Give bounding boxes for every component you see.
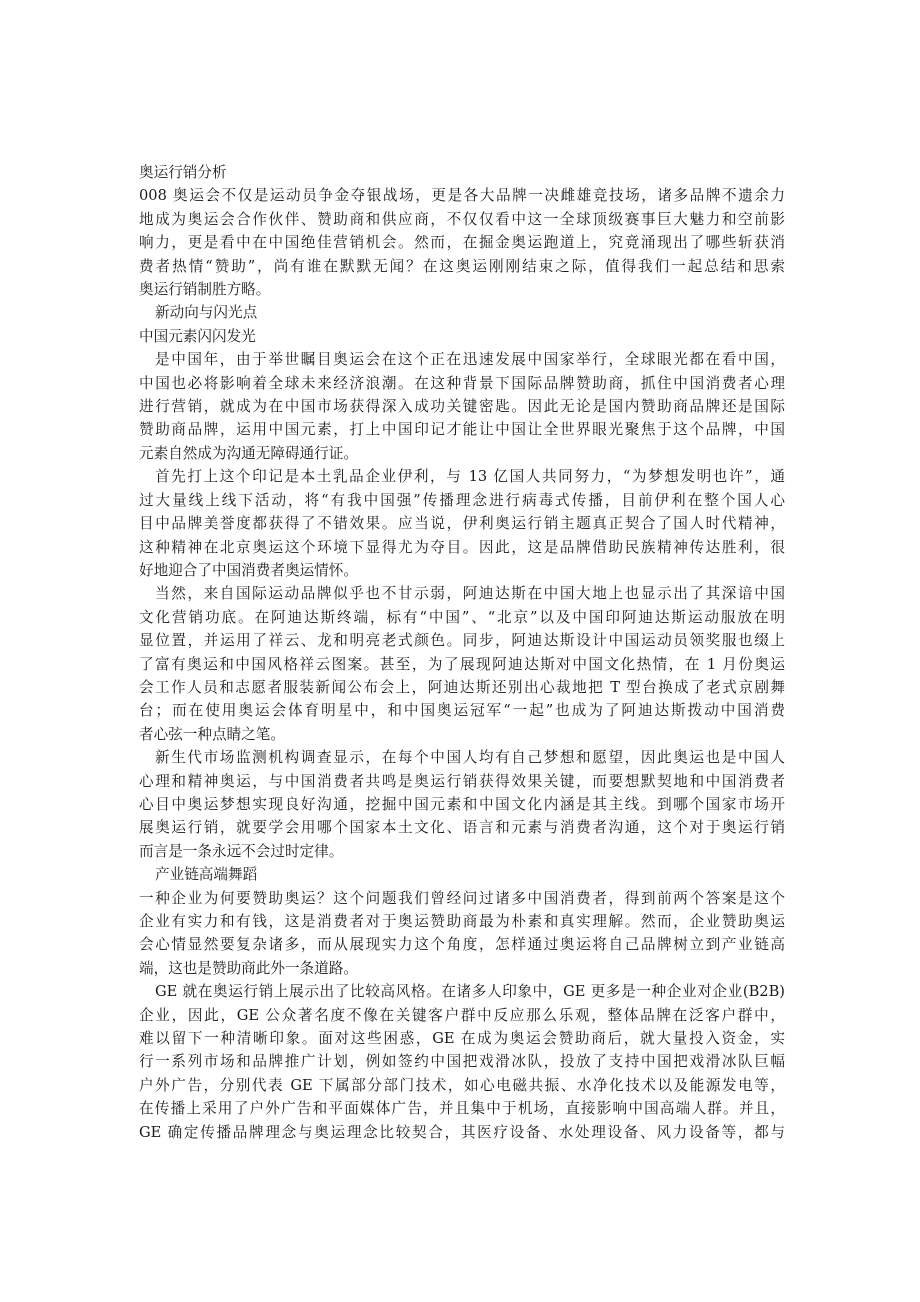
text-line: 展奥运行销，就要学会用哪个国家本土文化、语言和元素与消费者沟通，这个对于奥运行销 bbox=[139, 819, 785, 837]
text-line: 过大量线上线下活动，将“有我中国强”传播理念进行病毒式传播，目前伊利在整个国人心 bbox=[139, 491, 785, 509]
text-line: 地成为奥运会合作伙伴、赞助商和供应商，不仅仅看中这一全球顶级赛事巨大魅力和空前影 bbox=[139, 210, 785, 228]
text-line: 显位置，并运用了祥云、龙和明亮老式颜色。同步，阿迪达斯设计中国运动员领奖服也缀上 bbox=[139, 632, 785, 650]
text-line: 目中品牌美誉度都获得了不错效果。应当说，伊利奥运行销主题真正契合了国人时代精神， bbox=[139, 515, 785, 533]
text-line: 奥运行销制胜方略。 bbox=[139, 281, 271, 299]
text-line: 而言是一条永远不会过时定律。 bbox=[139, 842, 344, 860]
text-line: 一种企业为何要赞助奥运？这个问题我们曾经问过诸多中国消费者，得到前两个答案是这个 bbox=[139, 889, 785, 907]
text-line: 端，这也是赞助商此外一条道路。 bbox=[139, 959, 358, 977]
document-title: 奥运行销分析 bbox=[139, 164, 227, 181]
text-line: 当然，来自国际运动品牌似乎也不甘示弱，阿迪达斯在中国大地上也显示出了其深谙中国 bbox=[155, 585, 785, 603]
text-line: 心目中奥运梦想实现良好沟通，挖掘中国元素和中国文化内涵是其主线。到哪个国家市场开 bbox=[139, 795, 785, 813]
text-line: 产业链高端舞蹈 bbox=[155, 866, 258, 884]
text-line: 心理和精神奥运，与中国消费者共鸣是奥运行销获得效果关键，而要想默契地和中国消费者 bbox=[139, 772, 785, 790]
text-line: 新动向与闪光点 bbox=[155, 304, 258, 322]
text-line: 首先打上这个印记是本土乳品企业伊利，与 13 亿国人共同努力，“为梦想发明也许”，通 bbox=[155, 468, 785, 486]
text-line: 者心弦一种点睛之笔。 bbox=[139, 725, 285, 743]
text-line: GE 就在奥运行销上展示出了比较高风格。在诸多人印象中，GE 更多是一种企业对企业(B2B) bbox=[155, 983, 785, 1001]
text-line: 费者热情“赞助”，尚有谁在默默无闻？在这奥运刚刚结束之际，值得我们一起总结和思索 bbox=[139, 257, 785, 275]
text-line: 中国元素闪闪发光 bbox=[139, 327, 256, 345]
text-line: 是中国年，由于举世瞩目奥运会在这个正在迅速发展中国家举行，全球眼光都在看中国， bbox=[155, 351, 785, 369]
text-line: 好地迎合了中国消费者奥运情怀。 bbox=[139, 561, 358, 579]
text-line: 文化营销功底。在阿迪达斯终端，标有“中国”、“北京”以及中国印阿迪达斯运动服放在明 bbox=[139, 608, 785, 626]
text-line: 企业，因此，GE 公众著名度不像在关键客户群中反应那么乐观，整体品牌在泛客户群中， bbox=[139, 1006, 785, 1024]
text-line: 在传播上采用了户外广告和平面媒体广告，并且集中于机场，直接影响中国高端人群。并且， bbox=[139, 1100, 785, 1118]
text-line: 响力，更是看中在中国绝佳营销机会。然而，在掘金奥运跑道上，究竟涌现出了哪些斩获消 bbox=[139, 234, 785, 252]
document-body bbox=[139, 161, 785, 1144]
text-line: 新生代市场监测机构调查显示，在每个中国人均有自己梦想和愿望，因此奥运也是中国人 bbox=[155, 749, 785, 767]
text-line: 难以留下一种清晰印象。面对这些困惑，GE 在成为奥运会赞助商后，就大量投入资金，实 bbox=[139, 1030, 785, 1048]
text-line: 会心情显然要复杂诸多，而从展现实力这个角度，怎样通过奥运将自己品牌树立到产业链高 bbox=[139, 936, 785, 954]
text-line: 企业有实力和有钱，这是消费者对于奥运赞助商最为朴素和真实理解。然而，企业赞助奥运 bbox=[139, 913, 785, 930]
text-line: 户外广告，分别代表 GE 下属部分部门技术，如心电磁共振、水净化技术以及能源发电等， bbox=[139, 1076, 785, 1094]
text-line: 会工作人员和志愿者服装新闻公布会上，阿迪达斯还别出心裁地把 T 型台换成了老式京剧舞 bbox=[139, 678, 785, 696]
text-line: 元素自然成为沟通无障碍通行证。 bbox=[139, 444, 358, 462]
text-line: 了富有奥运和中国风格祥云图案。甚至，为了展现阿迪达斯对中国文化热情，在 1 月份奥运 bbox=[139, 655, 785, 673]
text-line: 台；而在使用奥运会体育明星中，和中国奥运冠军“一起”也成为了阿迪达斯拨动中国消费 bbox=[139, 702, 785, 720]
text-line: 中国也必将影响着全球未来经济浪潮。在这种背景下国际品牌赞助商，抓住中国消费者心理 bbox=[139, 374, 785, 392]
text-line: 行一系列市场和品牌推广计划，例如签约中国把戏滑冰队，投放了支持中国把戏滑冰队巨幅 bbox=[139, 1053, 785, 1071]
text-line: 008 奥运会不仅是运动员争金夺银战场，更是各大品牌一决雌雄竞技场，诸多品牌不遗余力 bbox=[139, 187, 785, 205]
text-line: 赞助商品牌，运用中国元素，打上中国印记才能让中国让全世界眼光聚焦于这个品牌，中国 bbox=[139, 421, 785, 439]
text-line: GE 确定传播品牌理念与奥运理念比较契合，其医疗设备、水处理设备、风力设备等，都与 bbox=[139, 1123, 785, 1141]
text-line: 这种精神在北京奥运这个环境下显得尤为夺目。因此，这是品牌借助民族精神传达胜利，很 bbox=[139, 538, 785, 556]
text-line: 进行营销，就成为在中国市场获得深入成功关键密匙。因此无论是国内赞助商品牌还是国际 bbox=[139, 398, 785, 416]
